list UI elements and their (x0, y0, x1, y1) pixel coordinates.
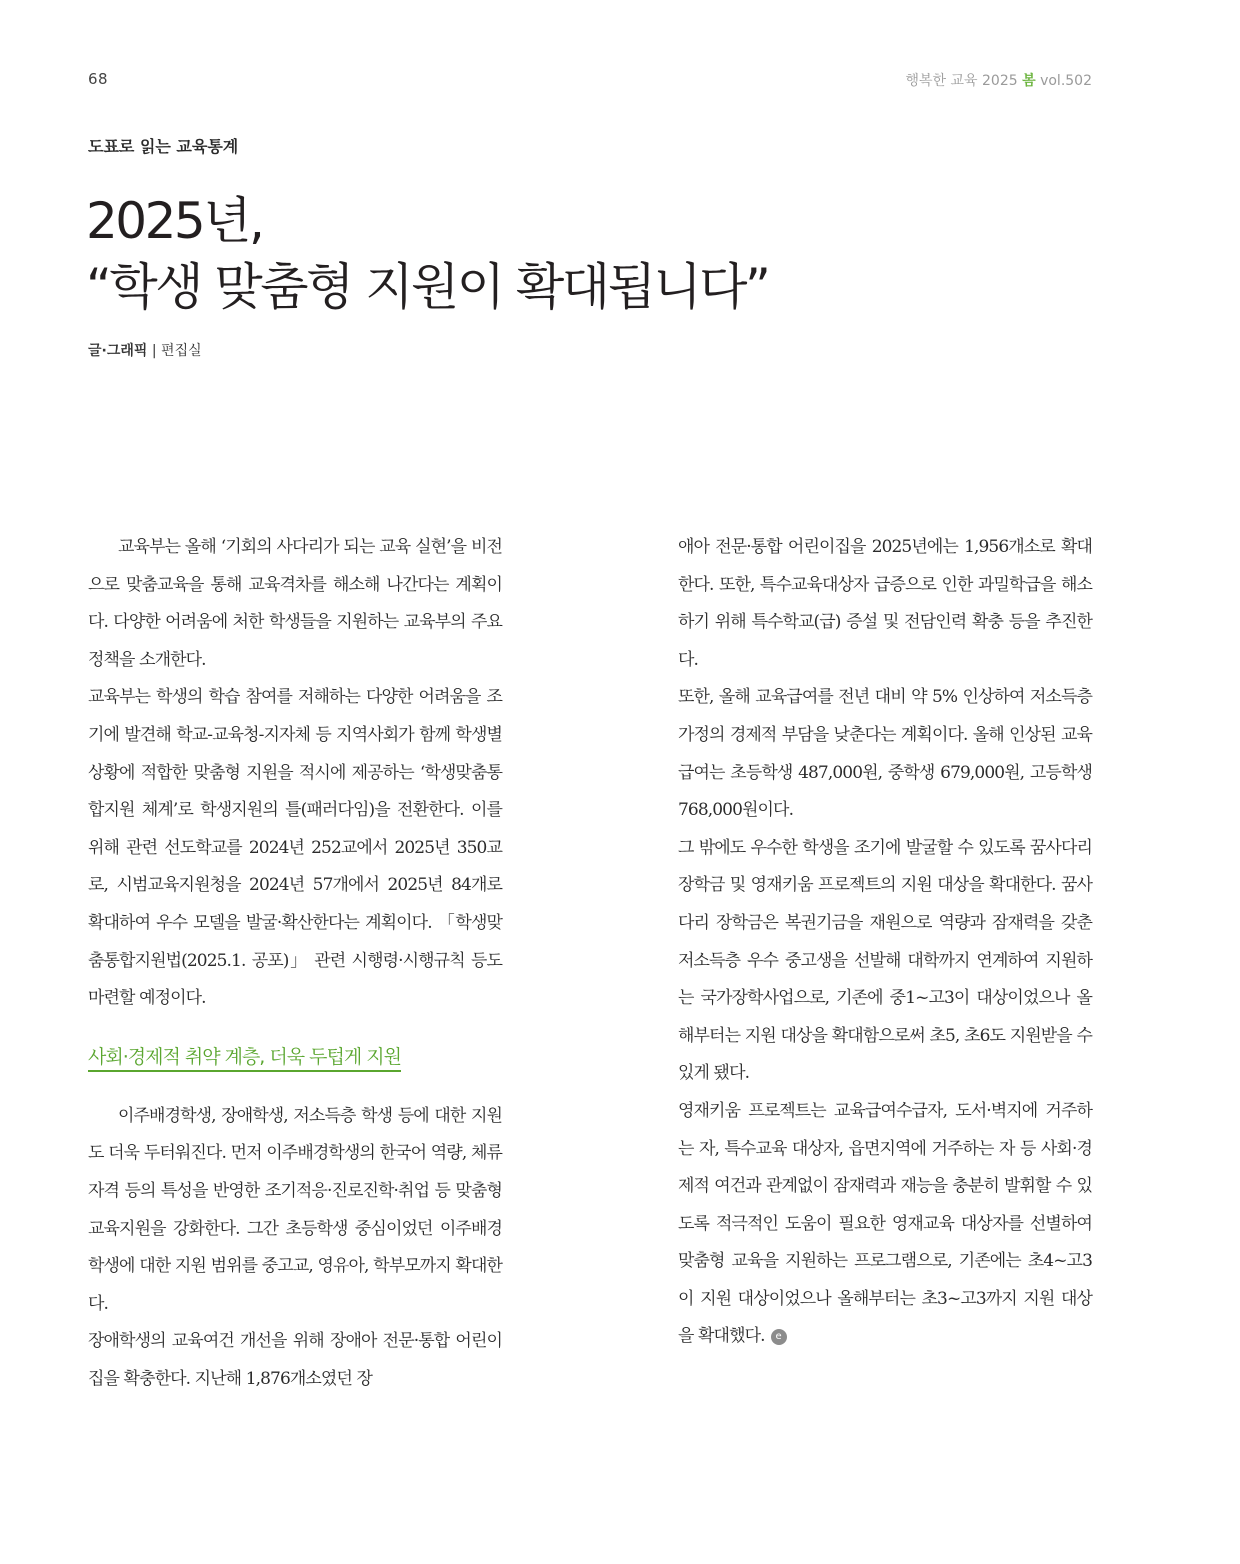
title-line-1: 2025년, (86, 192, 263, 250)
left-paragraph-1: 교육부는 올해 ‘기회의 사다리가 되는 교육 실현’을 비전으로 맞춤교육을 통해 교육격차를 해소해 나간다는 계획이다. 다양한 어려움에 처한 학생들을 지원하는 교육부의 주요 정책을 소개한다. (88, 537, 502, 670)
right-paragraph-1: 애아 전문·통합 어린이집을 2025년에는 1,956개소로 확대한다. 또한, 특수교육대상자 급증으로 인한 과밀학급을 해소하기 위해 특수학교(급) 증설 및 전담인력 확충 등을 추진한다. (678, 537, 1092, 670)
running-head-season: 봄 (1022, 73, 1036, 89)
right-paragraph-2: 또한, 올해 교육급여를 전년 대비 약 5% 인상하여 저소득층 가정의 경제적 부담을 낮춘다는 계획이다. 올해 인상된 교육급여는 초등학생 487,000원, 중학생 679,000원, 고등학생 768,000원이다. (678, 687, 1092, 821)
right-paragraph-3: 그 밖에도 우수한 학생을 조기에 발굴할 수 있도록 꿈사다리 장학금 및 영재키움 프로젝트의 지원 대상을 확대한다. 꿈사다리 장학금은 복권기금을 재원으로 역량과 잠재력을 갖춘 저소득층 우수 중고생을 선발해 대학까지 연계하여 지원하는 국가장학사업으로, 기존에 중1~고3이 대상이었으나 올해부터는 지원 대상을 확대함으로써 초5, 초6도 지원받을 수 있게 됐다. (678, 837, 1092, 1084)
end-mark-icon: e (771, 1329, 787, 1345)
page-number: 68 (88, 70, 109, 88)
running-head (905, 70, 1092, 90)
left-column (88, 529, 502, 1398)
byline-role: 글·그래픽 (88, 343, 148, 359)
byline-separator: | (151, 343, 157, 359)
byline-author: 편집실 (161, 343, 202, 359)
byline (88, 340, 202, 360)
title-line-2: “학생 맞춤형 지원이 확대됩니다” (86, 258, 769, 316)
right-column (678, 529, 1092, 1356)
subheading-text: 사회·경제적 취약 계층, 더욱 두텁게 지원 (88, 1046, 401, 1072)
left-paragraph-2: 교육부는 학생의 학습 참여를 저해하는 다양한 어려움을 조기에 발견해 학교-교육청-지자체 등 지역사회가 함께 학생별 상황에 적합한 맞춤형 지원을 적시에 제공하는 ‘학생맞춤통합지원 체계’로 학생지원의 틀(패러다임)을 전환한다. 이를 위해 관련 선도학교를 2024년 252교에서 2025년 350교로, 시범교육지원청을 2024년 57개에서 2025년 84개로 확대하여 우수 모델을 발굴·확산한다는 계획이다. 「학생맞춤통합지원법(2025.1. 공포)」 관련 시행령·시행규칙 등도 마련할 예정이다. (88, 687, 502, 1009)
right-paragraph-4: 영재키움 프로젝트는 교육급여수급자, 도서·벽지에 거주하는 자, 특수교육 대상자, 읍면지역에 거주하는 자 등 사회·경제적 여건과 관계없이 잠재력과 재능을 충분히 발휘할 수 있도록 적극적인 도움이 필요한 영재교육 대상자를 선별하여 맞춤형 교육을 지원하는 프로그램으로, 기존에는 초4~고3이 지원 대상이었으나 올해부터는 초3~고3까지 지원 대상을 확대했다. (678, 1100, 1092, 1347)
section-label: 도표로 읽는 교육통계 (88, 137, 239, 156)
right-paragraph-4-wrap (678, 1093, 1092, 1356)
running-head-prefix: 행복한 교육 2025 (905, 73, 1018, 89)
subheading (88, 1044, 502, 1070)
page-title (86, 188, 768, 320)
running-head-volume: vol.502 (1040, 73, 1092, 89)
left-paragraph-4: 장애학생의 교육여건 개선을 위해 장애아 전문·통합 어린이집을 확충한다. 지난해 1,876개소였던 장 (88, 1331, 502, 1389)
left-paragraph-3: 이주배경학생, 장애학생, 저소득층 학생 등에 대한 지원도 더욱 두터워진다. 먼저 이주배경학생의 한국어 역량, 체류 자격 등의 특성을 반영한 조기적응·진로진학·취업 등 맞춤형 교육지원을 강화한다. 그간 초등학생 중심이었던 이주배경학생에 대한 지원 범위를 중고교, 영유아, 학부모까지 확대한다. (88, 1105, 502, 1314)
